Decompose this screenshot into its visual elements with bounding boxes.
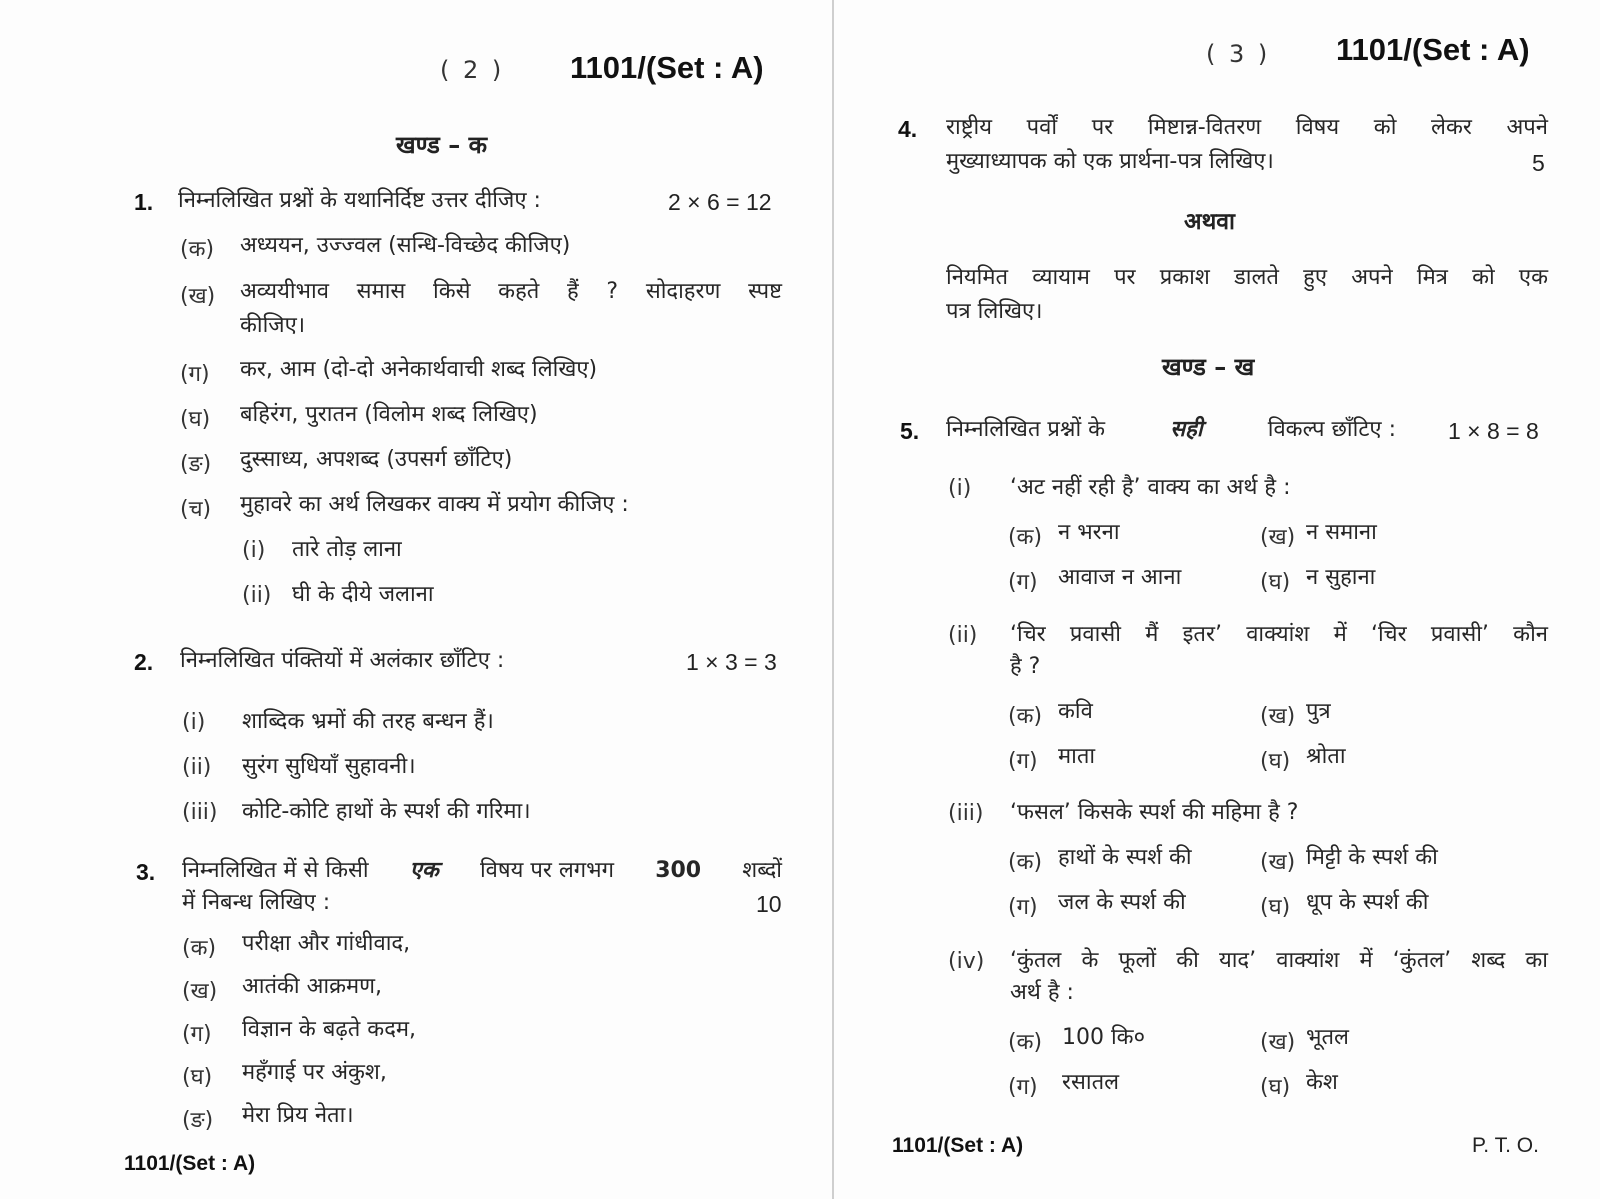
- sub-question-label: (ii): [948, 623, 978, 648]
- item-text: कर, आम (दो-दो अनेकार्थवाची शब्द लिखिए): [240, 357, 598, 382]
- option-label: (ग): [1008, 1075, 1038, 1100]
- sub-question-label: (i): [948, 476, 972, 501]
- sub-item-text: तारे तोड़ लाना: [292, 537, 402, 562]
- item-label: (घ): [180, 407, 211, 432]
- marks: 5: [1532, 150, 1545, 176]
- option-text: हाथों के स्पर्श की: [1058, 845, 1192, 870]
- question-number: 3.: [136, 859, 156, 885]
- footer-code: 1101/(Set : A): [892, 1134, 1024, 1157]
- question-text: शब्दों: [742, 858, 782, 883]
- option-label: (घ): [1260, 749, 1291, 774]
- sub-question-text: ‘अट नहीं रही है’ वाक्य का अर्थ है :: [1010, 475, 1291, 500]
- item-label: (ख): [182, 979, 218, 1004]
- question-number: 5.: [900, 418, 920, 444]
- sub-item-label: (ii): [242, 583, 272, 608]
- item-text: मेरा प्रिय नेता।: [242, 1103, 354, 1128]
- question-text: विकल्प छाँटिए :: [1267, 417, 1396, 442]
- item-text: बहिरंग, पुरातन (विलोम शब्द लिखिए): [240, 402, 538, 427]
- option-text: आवाज न आना: [1058, 565, 1182, 590]
- marks: 1 × 8 = 8: [1448, 418, 1539, 444]
- item-label: (च): [180, 497, 212, 522]
- item-text: आतंकी आक्रमण,: [242, 974, 383, 999]
- item-label: (iii): [182, 800, 218, 825]
- item-label: (ग): [180, 362, 210, 387]
- option-text: माता: [1058, 744, 1096, 769]
- page-number: ( 2 ): [440, 56, 505, 84]
- item-text: महँगाई पर अंकुश,: [242, 1060, 387, 1085]
- option-label: (घ): [1260, 895, 1291, 920]
- section-title: खण्ड – क: [396, 131, 488, 159]
- sub-question-text-continued: अर्थ है :: [1010, 980, 1074, 1005]
- option-label: (ग): [1008, 749, 1038, 774]
- item-text: शाब्दिक भ्रमों की तरह बन्धन हैं।: [242, 709, 494, 734]
- question-text-line: [182, 855, 782, 887]
- question-number: 4.: [898, 116, 918, 142]
- sub-question-text-continued: है ?: [1010, 654, 1041, 679]
- item-text: सुरंग सुधियाँ सुहावनी।: [242, 754, 416, 779]
- item-text: दुस्साध्य, अपशब्द (उपसर्ग छाँटिए): [240, 447, 513, 472]
- alternative-text-continued: पत्र लिखिए।: [946, 299, 1043, 324]
- marks: 2 × 6 = 12: [668, 189, 772, 215]
- option-text: भूतल: [1306, 1025, 1349, 1050]
- option-label: (ख): [1260, 850, 1296, 875]
- footer-code: 1101/(Set : A): [124, 1152, 256, 1175]
- option-label: (ख): [1260, 525, 1296, 550]
- or-label: अथवा: [1184, 209, 1236, 235]
- option-label: (घ): [1260, 1075, 1291, 1100]
- emphasis-word: सही: [1170, 417, 1203, 442]
- option-label: (क): [1008, 1030, 1043, 1055]
- option-label: (ग): [1008, 570, 1038, 595]
- alternative-text: नियमित व्यायाम पर प्रकाश डालते हुए अपने मित्र को एक: [946, 265, 1548, 290]
- question-number: 2.: [134, 649, 154, 675]
- sub-item-label: (i): [242, 538, 266, 563]
- item-text: मुहावरे का अर्थ लिखकर वाक्य में प्रयोग कीजिए :: [240, 492, 629, 517]
- option-text: 100 कि०: [1062, 1025, 1146, 1050]
- option-label: (क): [1008, 525, 1043, 550]
- page-right: [836, 0, 1600, 1199]
- sub-question-label: (iv): [948, 949, 985, 974]
- question-number: 1.: [134, 189, 154, 215]
- pto-label: P. T. O.: [1472, 1134, 1539, 1157]
- item-label: (घ): [182, 1065, 213, 1090]
- item-text: परीक्षा और गांधीवाद,: [242, 931, 411, 956]
- section-title: खण्ड – ख: [1162, 353, 1255, 381]
- item-label: (ख): [180, 284, 216, 309]
- paper-code: 1101/(Set : A): [570, 50, 764, 85]
- option-label: (ग): [1008, 895, 1038, 920]
- item-label: (ङ): [180, 452, 212, 477]
- word-count: 300: [655, 858, 702, 883]
- question-text: राष्ट्रीय पर्वों पर मिष्टान्न-वितरण विषय को लेकर अपने: [946, 115, 1548, 140]
- item-label: (i): [182, 710, 206, 735]
- option-text: जल के स्पर्श की: [1058, 890, 1186, 915]
- question-text: निम्नलिखित प्रश्नों के यथानिर्दिष्ट उत्तर दीजिए :: [178, 188, 541, 213]
- option-text: पुत्र: [1306, 699, 1331, 724]
- question-text: निम्नलिखित प्रश्नों के: [946, 417, 1106, 442]
- item-label: (ii): [182, 755, 212, 780]
- option-text: कवि: [1058, 699, 1093, 724]
- option-text: केश: [1306, 1070, 1338, 1095]
- page-fold: [832, 0, 834, 1199]
- option-label: (क): [1008, 704, 1043, 729]
- sub-question-text: ‘कुंतल के फूलों की याद’ वाक्यांश में ‘कुंतल’ शब्द का: [1010, 948, 1548, 973]
- item-label: (क): [180, 237, 215, 262]
- question-text-continued: में निबन्ध लिखिए :: [182, 890, 331, 915]
- marks: 10: [756, 891, 782, 917]
- sub-item-text: घी के दीये जलाना: [292, 582, 434, 607]
- emphasis-word: एक: [409, 858, 439, 883]
- paper-code: 1101/(Set : A): [1336, 32, 1530, 67]
- option-text: न भरना: [1058, 520, 1120, 545]
- item-text: अध्ययन, उज्ज्वल (सन्धि-विच्छेद कीजिए): [240, 233, 571, 258]
- item-label: (ङ): [182, 1108, 214, 1133]
- question-text: निम्नलिखित पंक्तियों में अलंकार छाँटिए :: [180, 648, 505, 673]
- option-text: न समाना: [1306, 520, 1377, 545]
- option-label: (ख): [1260, 1030, 1296, 1055]
- option-label: (क): [1008, 850, 1043, 875]
- option-text: धूप के स्पर्श की: [1306, 890, 1429, 915]
- marks: 1 × 3 = 3: [686, 649, 777, 675]
- sub-question-text: ‘चिर प्रवासी मैं इतर’ वाक्यांश में ‘चिर प्रवासी’ कौन: [1010, 622, 1548, 647]
- option-text: मिट्टी के स्पर्श की: [1306, 845, 1438, 870]
- question-text-continued: मुख्याध्यापक को एक प्रार्थना-पत्र लिखिए।: [946, 149, 1274, 174]
- sub-question-label: (iii): [948, 801, 984, 826]
- option-text: श्रोता: [1306, 744, 1346, 769]
- option-text: रसातल: [1062, 1070, 1120, 1095]
- item-text-continued: कीजिए।: [240, 313, 306, 338]
- item-text: विज्ञान के बढ़ते कदम,: [242, 1017, 417, 1042]
- question-text: विषय पर लगभग: [479, 858, 615, 883]
- item-text: अव्ययीभाव समास किसे कहते हैं ? सोदाहरण स्पष्ट: [240, 279, 782, 304]
- item-label: (क): [182, 936, 217, 961]
- item-text: कोटि-कोटि हाथों के स्पर्श की गरिमा।: [242, 799, 531, 824]
- question-text-line: [946, 414, 1396, 446]
- option-label: (घ): [1260, 570, 1291, 595]
- option-label: (ख): [1260, 704, 1296, 729]
- page-number: ( 3 ): [1206, 40, 1271, 68]
- sub-question-text: ‘फसल’ किसके स्पर्श की महिमा है ?: [1010, 800, 1299, 825]
- option-text: न सुहाना: [1306, 565, 1376, 590]
- question-text: निम्नलिखित में से किसी: [182, 858, 369, 883]
- item-label: (ग): [182, 1022, 212, 1047]
